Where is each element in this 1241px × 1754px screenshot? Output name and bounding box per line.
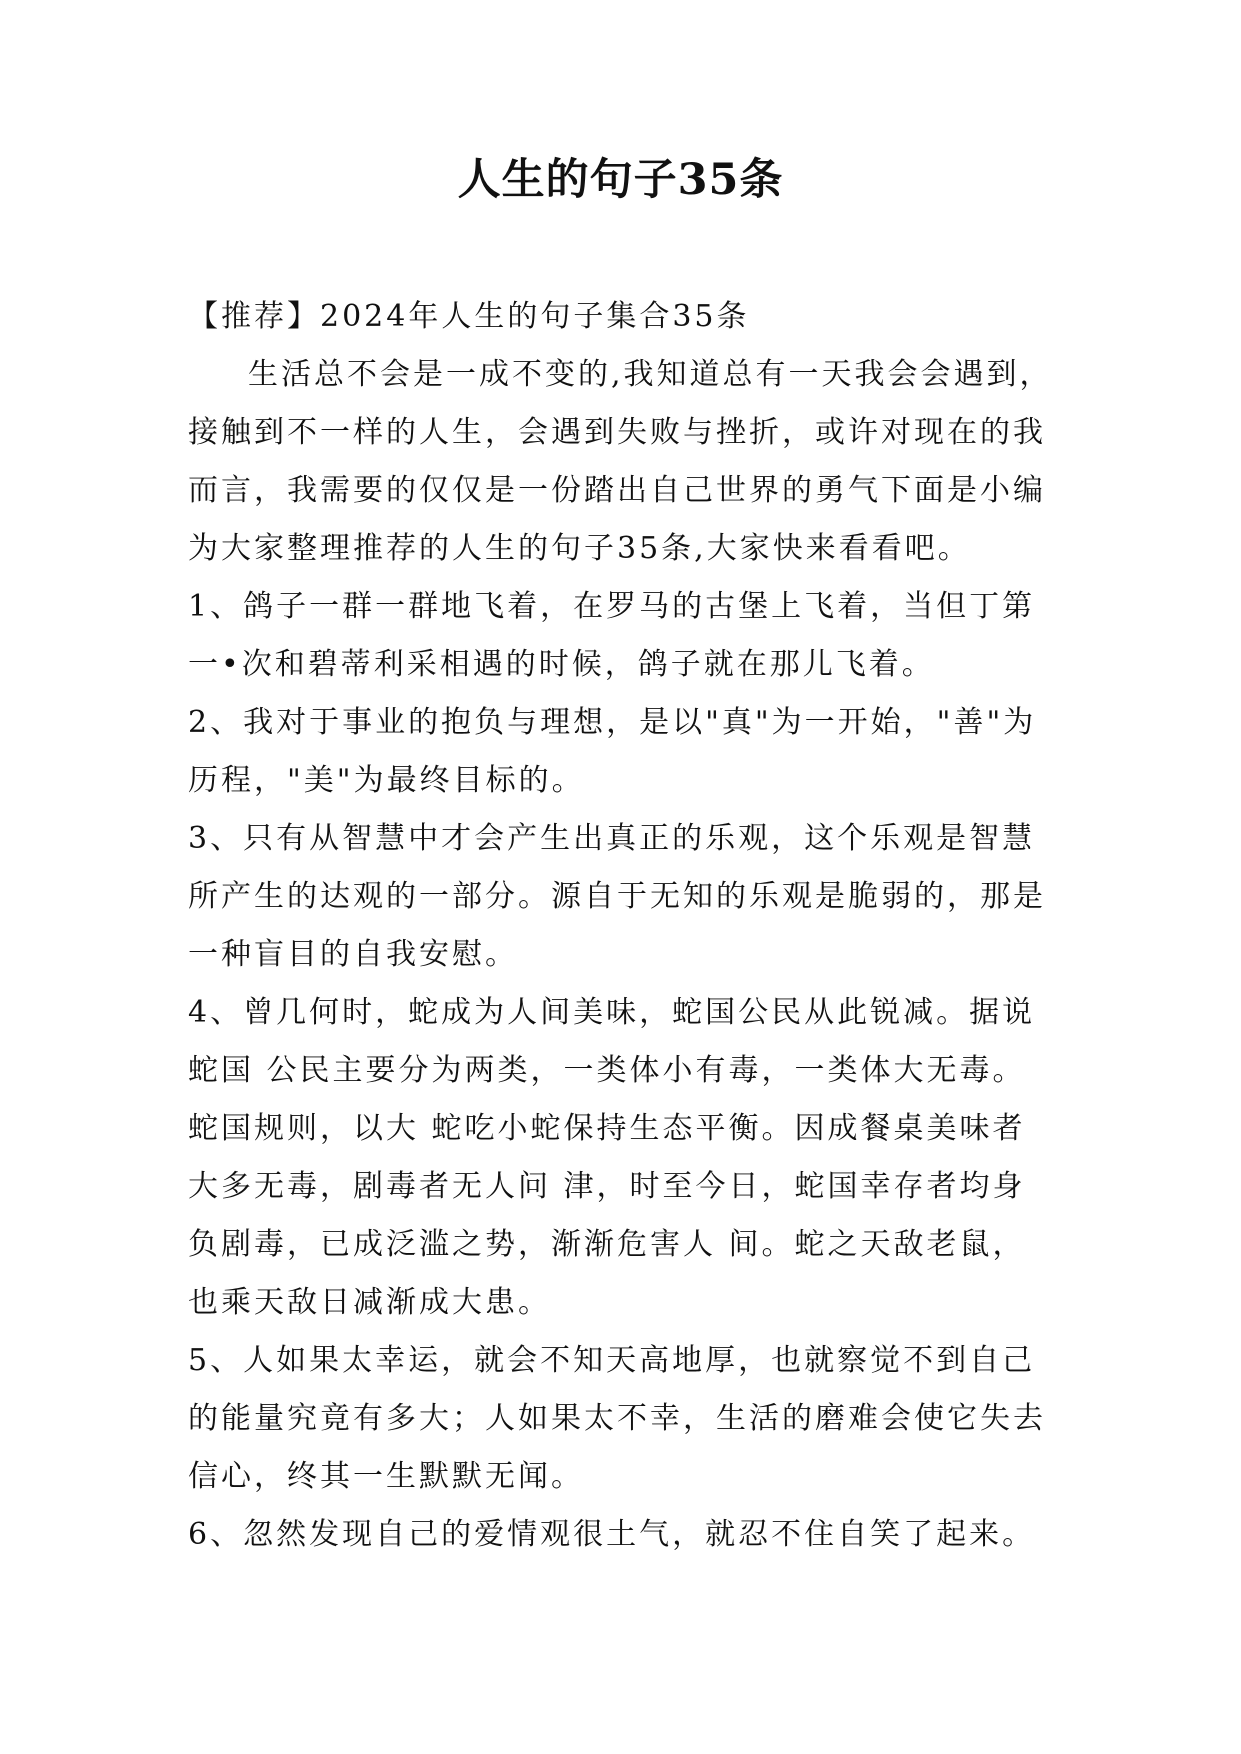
intro-paragraph: 生活总不会是一成不变的,我知道总有一天我会会遇到，接触到不一样的人生，会遇到失败与挫折，或许对现在的我而言，我需要的仅仅是一份踏出自己世界的勇气下面是小编为大家整理推荐的人生的句子35条,大家快来看看吧。 [188,357,1053,566]
list-item: 5、人如果太幸运，就会不知天高地厚，也就察觉不到自己的能量究竟有多大；人如果太不幸，生活的磨难会使它失去信心，终其一生默默无闻。 [188,1343,1046,1494]
list-item: 2、我对于事业的抱负与理想，是以"真"为一开始，"善"为历程，"美"为最终目标的。 [188,705,1037,798]
document-body [188,288,1058,1564]
recommend-heading: 【推荐】2024年人生的句子集合35条 [188,299,750,334]
list-item: 1、鸽子一群一群地飞着，在罗马的古堡上飞着，当但丁第一•次和碧蒂利采相遇的时候，鸽子就在那儿飞着。 [188,589,1036,682]
list-item: 4、曾几何时，蛇成为人间美味，蛇国公民从此锐减。据说蛇国 公民主要分为两类，一类体小有毒，一类体大无毒。蛇国规则，以大 蛇吃小蛇保持生态平衡。因成餐桌美味者大多无毒，剧毒者无人问 津，时至今日，蛇国幸存者均身负剧毒，已成泛滥之势，渐渐危害人 间。蛇之天敌老鼠，也乘天敌日减渐成大患。 [188,995,1036,1320]
list-item: 3、只有从智慧中才会产生出真正的乐观，这个乐观是智慧所产生的达观的一部分。源自于无知的乐观是脆弱的，那是一种盲目的自我安慰。 [188,821,1046,972]
list-item: 6、忽然发现自己的爱情观很土气，就忍不住自笑了起来。 [188,1517,1036,1552]
document-title: 人生的句子35条 [457,155,784,205]
